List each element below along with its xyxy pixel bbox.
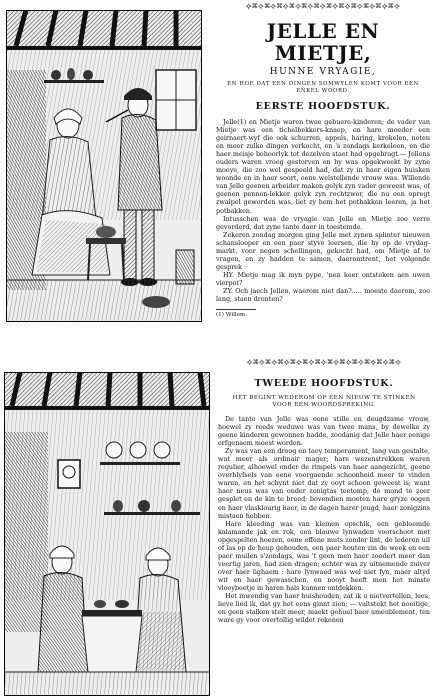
chapter-summary: HET BEGINT WEDEROM OP EEN NIEUW TE STINKEN VOOR EEN WOORDSPREKING. <box>232 395 416 408</box>
ornamental-border: ⟡⌘⟡⌘⟡⌘⟡⌘⟡⌘⟡⌘⟡⌘⟡⌘⟡⌘⟡⌘⟡⌘⟡⌘⟡ <box>245 2 401 12</box>
footnote-rule <box>216 309 256 310</box>
text-column-chapter-1 <box>216 2 430 348</box>
text-column-chapter-2 <box>218 358 430 700</box>
paragraph: De tante van Jelle was eene stille en deugdzame vrouw, hoewel zy reeds weduwe was van twee mans, by dewelke zy geene kinderen gewonnen hadde, zoodanig dat Jelle haer eenige erfgenaem moest worden. <box>218 415 430 448</box>
engraving-women-at-table <box>4 372 210 696</box>
chapter-heading <box>216 101 430 112</box>
subtitle: HUNNE VRYAGIE, <box>269 67 377 77</box>
paragraph: Intusschen was de vryagie van Jelle en Mietje zoo verre gevorderd, dat zyne tante daer in toestemde. <box>216 214 430 231</box>
engraving-couple-by-hearth <box>6 10 202 322</box>
subtitle-secondary: EN HOE DAT EEN DINGEN SOMWYLEN KOMT VOOR EEN ENKEL WOORD. <box>227 81 419 94</box>
paragraph-dialogue: ZY. Och jaech Jellen, waerom niet dan?..... moeste daerom, zoo lang, staen drenten? <box>216 286 430 304</box>
chapter-heading <box>218 378 430 389</box>
illustration-interior-scene-1 <box>6 10 202 322</box>
paragraph: Jelle(1) en Mietje waren twee gebuere-kinderen; de vader van Mietje was een tichelbekkers-knaep, en hare moeder een geirnaert-wyf die ook schurren, appels, haring, krekelen, noten en meer zulke dingen verkocht, en 's zondags kerkeleen, en die haer meisje behoorlyk tot dezelven staet had opgebragt.— Jellens ouders waren vroeg gestorven en hy was opgekweekt by zyne moeye, die zoo wel gespeeld had, dat zy in haer eigen huisken woonde en in haer soort, eene welstellende vrouw was. Willende van Jelle geenen arbeider maken gelyk zyn vader geweest was, of geenen pennen-lekker gelyk zyn rechtzwer, die nu een opregt zwalpel geworden was, liet zy hem het potbakken leeren, ja het potbakken. <box>216 118 430 215</box>
chapter-label: EERSTE HOOFDSTUK. <box>255 101 391 112</box>
paragraph: Hare kleeding was van kleinen opschik, een gebloemde kalamande jak en rok, een blauwe lynwaden voorschoot met opgespelten hoezen, eene effene muts zonder lint, de lederen uil of las op de heup gehouden, een paer houten zin de week en een paer muilen s'zondags, was 't geen men haer zoodert meer dan veertig jaren, had zien dragen; echter was zy uitnemende zuiver over haer lighaem : hare lynwaed was wel niet fyn, maer altyd wit en haer gewasschen, en nooyt heeft men het minste vlooybeetje in haren hals kunnen ontdekken. <box>218 519 430 592</box>
page-title: JELLE EN MIETJE, <box>266 19 380 65</box>
paragraph: Zy was van een droog en taey temperament, lang van gestalte, wat meer als ordinair mager; hare wezenstrekken waren regulier, alhoewel onder de rimpels van haer aangezicht, geene overblyfsels van eene voorgaende schoonheid meer te vinden waren, en het schynt niet dat zy ooyt schoon geweest is; want haer neus was van onder zonigtas teetomp, de mond te zeer gesplet en de kin te breed; bovendien moeten hare gryze oogen en haer vlasklourig haer, in de dagen harer jeugd, haer zonigzins mistaen hebben. <box>218 447 430 520</box>
footnote: (1) Willem. <box>216 312 248 319</box>
illustration-interior-scene-2 <box>4 372 210 696</box>
paragraph: Zekeren zondag morgen ging Jelle met zynen splinter nieuwen schanslooper en een paer styve leersen, die hy op de vrydag-markt, voor negen schellingen, gekocht had, om Mietje af te vragen, en zy hadden te samen, daeromtrent, het volgende gesprek : <box>216 230 430 271</box>
chapter-label: TWEEDE HOOFDSTUK. <box>254 378 394 389</box>
paragraph: Het inwendig van haer huishouden, zat ik u nietvertellen, lees, lieve lied ik, dat gy het eens ginnt zien; — valtstekt het nooitige, en geen stalken stelt meer, maekt gehuel haer ameublement, ten ware gy voor overtollig wildet rekenen <box>218 592 430 625</box>
ornamental-border: ⟡⌘⟡⌘⟡⌘⟡⌘⟡⌘⟡⌘⟡⌘⟡⌘⟡⌘⟡⌘⟡⌘⟡⌘⟡ <box>246 358 402 368</box>
bottom-page <box>0 358 436 700</box>
paragraph-dialogue: HY. Mietje mag ik myn pype, 'nen keer ontsteken aen uwen vierpot? <box>216 270 430 287</box>
